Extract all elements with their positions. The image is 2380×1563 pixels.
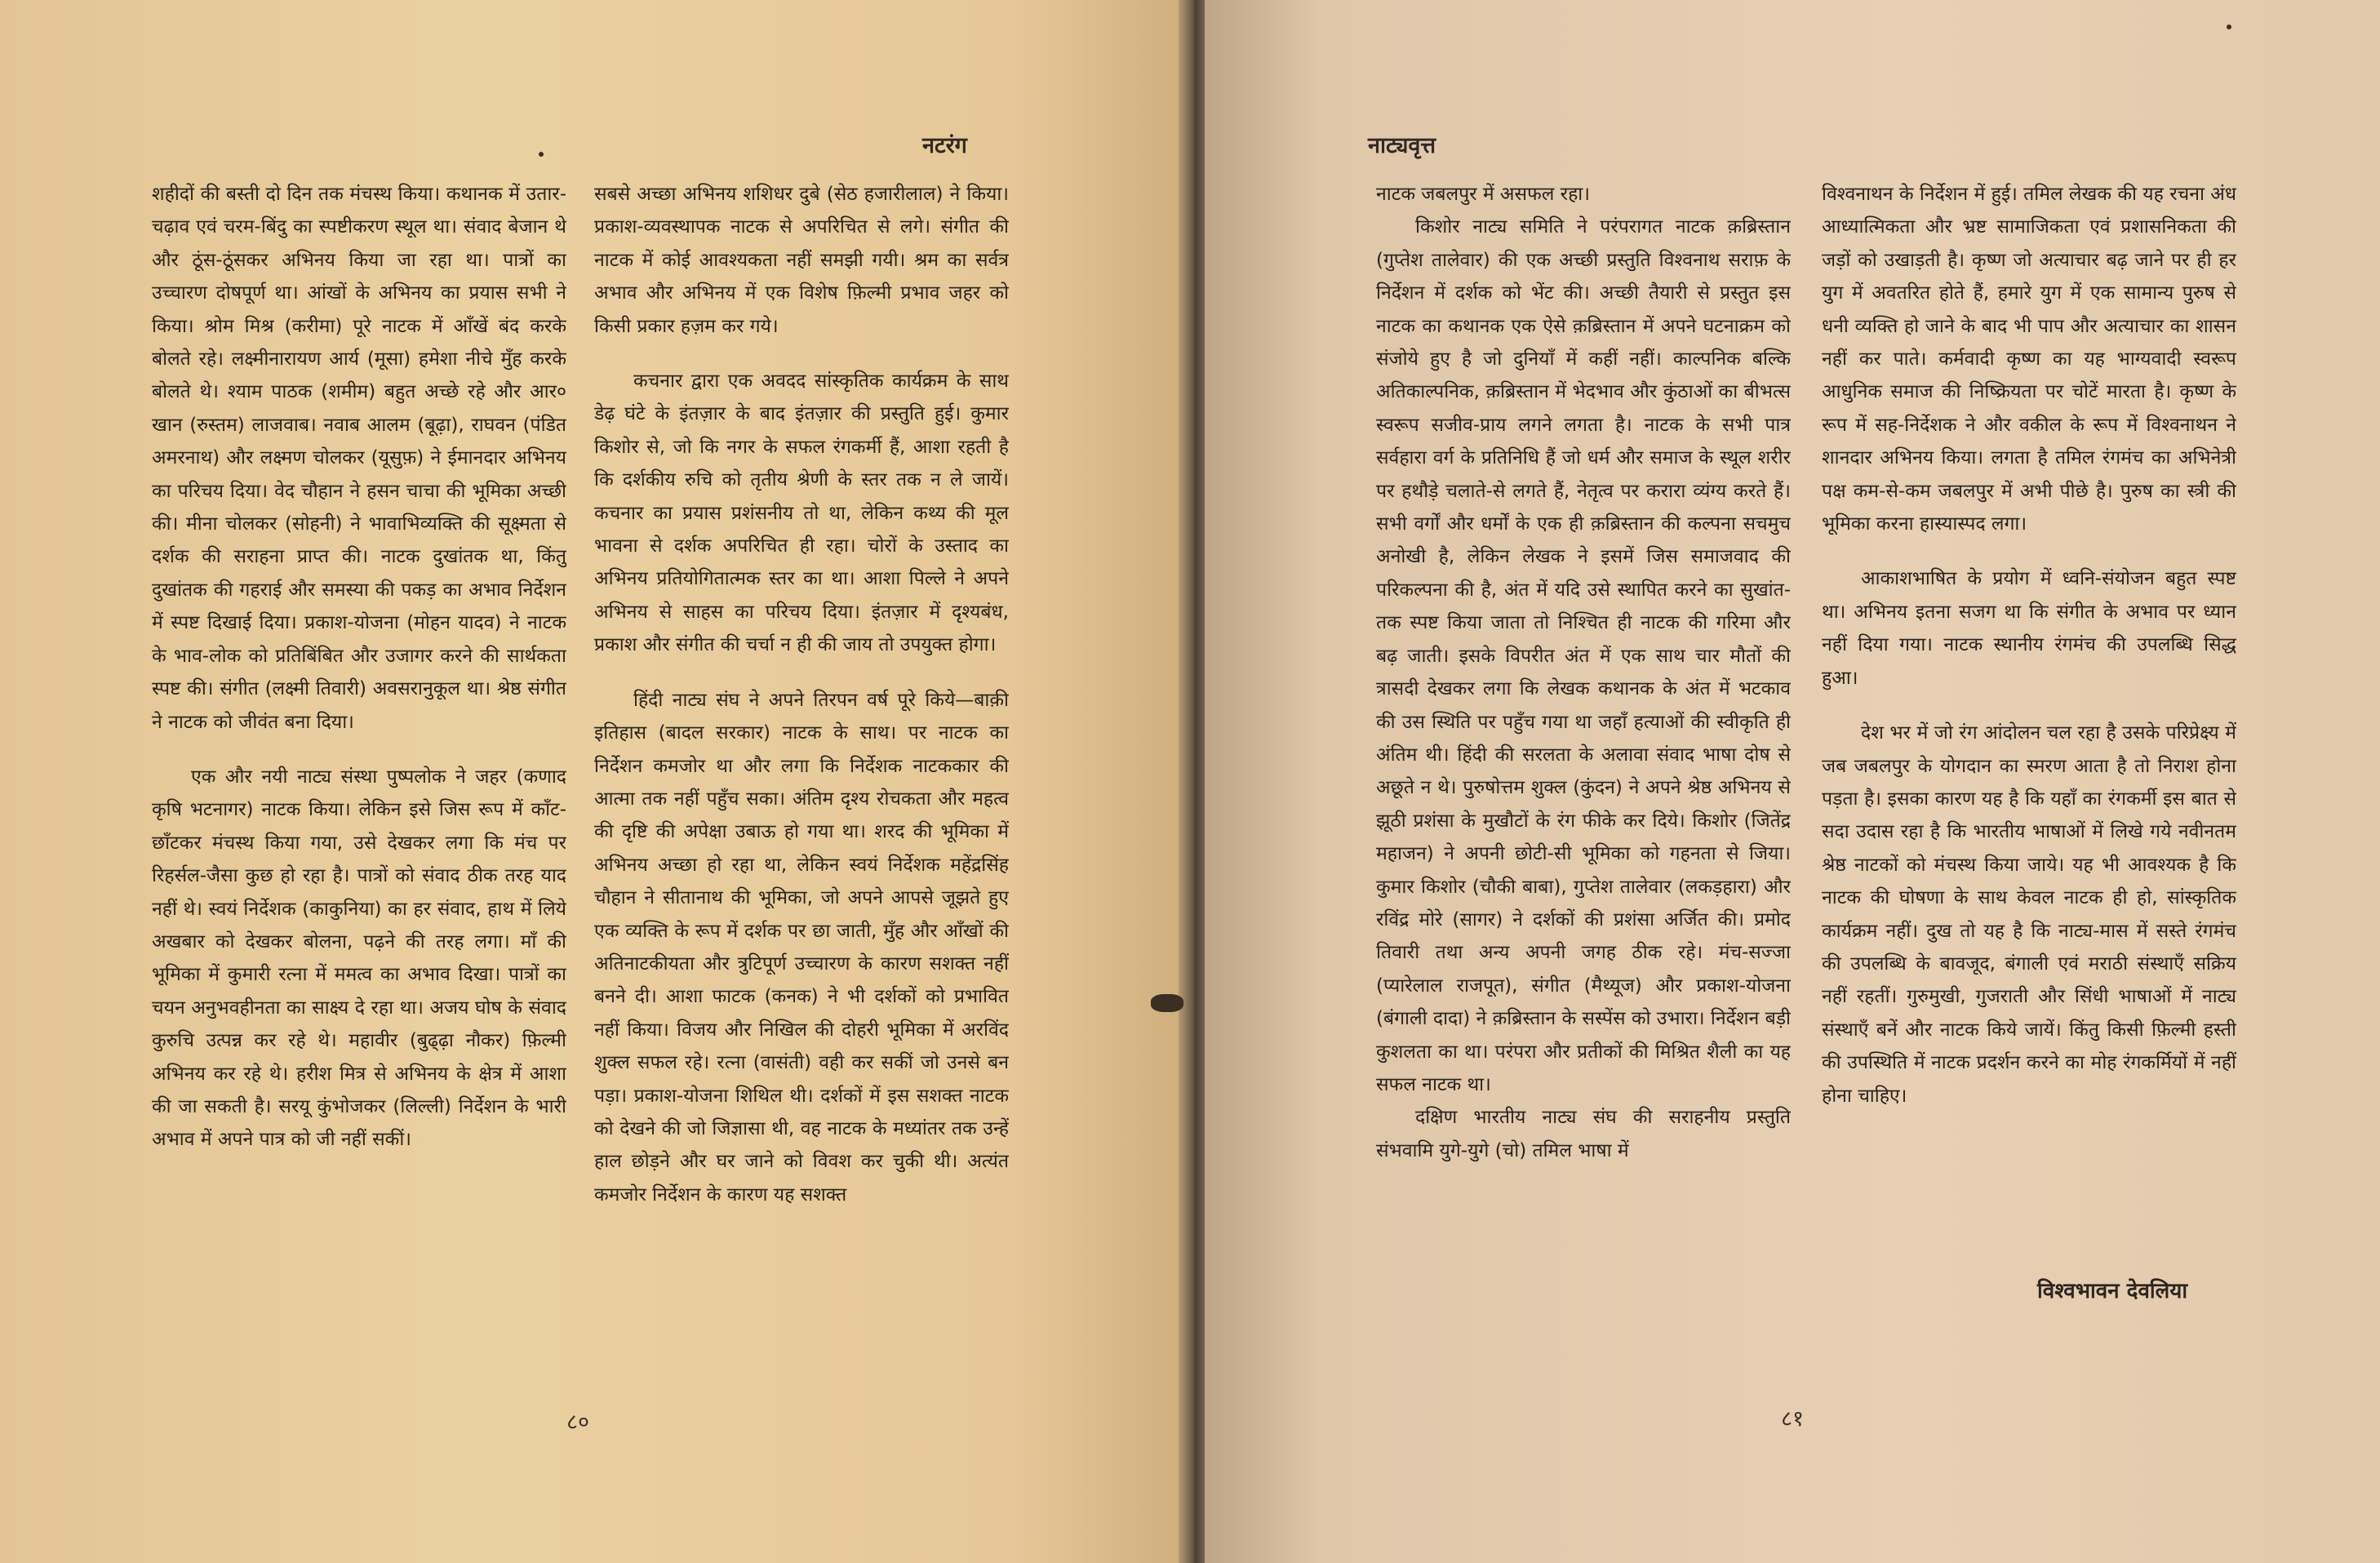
paragraph: शहीदों की बस्ती दो दिन तक मंचस्थ किया। कथानक में उतार-चढ़ाव एवं चरम-बिंदु का स्पष्टीकरण स्थूल था। संवाद बेजान थे और ठूंस-ठूंसकर अभिनय किया जा रहा था। पात्रों का उच्चारण दोषपूर्ण था। आंखों के अभिनय का प्रयास सभी ने किया। श्रोम मिश्र (करीमा) पूरे नाटक में आँखें बंद करके बोलते रहे। लक्ष्मीनारायण आर्य (मूसा) हमेशा नीचे मुँह करके बोलते थे। श्याम पाठक (शमीम) बहुत अच्छे रहे और आर० खान (रुस्तम) लाजवाब। नवाब आलम (बूढ़ा), राघवन (पंडित अमरनाथ) और लक्ष्मण चोलकर (यूसुफ़) ने ईमानदार अभिनय का परिचय दिया। वेद चौहान ने हसन चाचा की भूमिका अच्छी की। मीना चोलकर (सोहनी) ने भावाभिव्यक्ति की सूक्ष्मता से दर्शक की सराहना प्राप्त की। नाटक दुखांतक था, किंतु दुखांतक की गहराई और समस्या की पकड़ का अभाव निर्देशन में स्पष्ट दिखाई दिया। प्रकाश-योजना (मोहन यादव) ने नाटक के भाव-लोक को प्रतिबिंबित और उजागर करने की सार्थकता स्पष्ट की। संगीत (लक्ष्मी तिवारी) अवसरानुकूल था। श्रेष्ठ संगीत ने नाटक को जीवंत बना दिया। <box>152 184 566 733</box>
ink-speck <box>2227 24 2231 29</box>
paragraph: सबसे अच्छा अभिनय शशिधर दुबे (सेठ हजारीलाल) ने किया। प्रकाश-व्यवस्थापक नाटक से अपरिचित से लगे। संगीत की नाटक में कोई आवश्यकता नहीं समझी गयी। श्रम का सर्वत्र अभाव और अभिनय में एक विशेष फ़िल्मी प्रभाव जहर को किसी प्रकार हज़म कर गये। <box>594 184 1009 337</box>
left-page-column-1 <box>152 178 566 1378</box>
paragraph: नाटक जबलपुर में असफल रहा। <box>1376 184 1590 205</box>
left-page <box>0 0 1188 1563</box>
right-page-column-1 <box>1376 178 1791 1288</box>
right-page <box>1205 0 2380 1563</box>
right-page-column-2 <box>1822 178 2236 1247</box>
running-head-right: नाट्यवृत्त <box>1368 133 1436 158</box>
author-signature: विश्वभावन देवलिया <box>2037 1279 2188 1303</box>
paragraph: देश भर में जो रंग आंदोलन चल रहा है उसके परिप्रेक्ष्य में जब जबलपुर के योगदान का स्मरण आता है तो निराश होना पड़ता है। इसका कारण यह है कि यहाँ का रंगकर्मी इस बात से सदा उदास रहा है कि भारतीय भाषाओं में लिखे गये नवीनतम श्रेष्ठ नाटकों को मंचस्थ किया जाये। यह भी आवश्यक है कि नाटक की घोषणा के साथ केवल नाटक ही हो, सांस्कृतिक कार्यक्रम नहीं। दुख तो यह है कि नाट्य-मास में सस्ते रंगमंच की उपलब्धि के बावजूद, बंगाली एवं मराठी संस्थाएँ सक्रिय नहीं रहतीं। गुरुमुखी, गुजराती और सिंधी भाषाओं में नाट्य संस्थाएँ बनें और नाटक किये जायें। किंतु किसी फ़िल्मी हस्ती की उपस्थिति में नाटक प्रदर्शन करने का मोह रंगकर्मियों में नहीं होना चाहिए। <box>1822 722 2236 1107</box>
running-head-left: नटरंग <box>922 133 967 158</box>
page-number-left: ८० <box>566 1410 590 1435</box>
paragraph: विश्वनाथन के निर्देशन में हुई। तमिल लेखक की यह रचना अंध आध्यात्मिकता और भ्रष्ट सामाजिकता एवं प्रशासनिकता की जड़ों को उखाड़ती है। कृष्ण जो अत्याचार बढ़ जाने पर ही हर युग में अवतरित होते हैं, हमारे युग में एक सामान्य पुरुष से धनी व्यक्ति हो जाने के बाद भी पाप और अत्याचार का शासन नहीं कर पाते। कर्मवादी कृष्ण का यह भाग्यवादी स्वरूप आधुनिक समाज की निष्क्रियता पर चोटें मारता है। कृष्ण के रूप में सह-निर्देशक ने और वकील के रूप में विश्वनाथन ने शानदार अभिनय किया। लगता है तमिल रंगमंच का अभिनेत्री पक्ष कम-से-कम जबलपुर में अभी पीछे है। पुरुष का स्त्री की भूमिका करना हास्यास्पद लगा। <box>1822 184 2236 535</box>
page-damage-mark <box>1151 994 1183 1012</box>
paragraph: कचनार द्वारा एक अवदद सांस्कृतिक कार्यक्रम के साथ डेढ़ घंटे के इंतज़ार के बाद इंतज़ार की प्रस्तुति हुई। कुमार किशोर से, जो कि नगर के सफल रंगकर्मी हैं, आशा रहती है कि दर्शकीय रुचि को तृतीय श्रेणी के स्तर तक न ले जायें। कचनार का प्रयास प्रशंसनीय तो था, लेकिन कथ्य की मूल भावना से दर्शक अपरिचित ही रहा। चोरों के उस्ताद का अभिनय प्रतियोगितात्मक स्तर का था। आशा पिल्ले ने अपने अभिनय से साहस का परिचय दिया। इंतज़ार में दृश्यबंध, प्रकाश और संगीत की चर्चा न ही की जाय तो उपयुक्त होगा। <box>594 371 1009 656</box>
paragraph: हिंदी नाट्य संघ ने अपने तिरपन वर्ष पूरे किये—बाक़ी इतिहास (बादल सरकार) नाटक के साथ। पर नाटक का निर्देशन कमजोर था और लगा कि निर्देशक नाटककार की आत्मा तक नहीं पहुँच सका। अंतिम दृश्य रोचकता और महत्व की दृष्टि की अपेक्षा उबाऊ हो गया था। शरद की भूमिका में अभिनय अच्छा हो रहा था, लेकिन स्वयं निर्देशक महेंद्रसिंह चौहान ने सीतानाथ की भूमिका, जो अपने आपसे जूझते हुए एक व्यक्ति के रूप में दर्शक पर छा जाती, मुँह और आँखों की अतिनाटकीयता और त्रुटिपूर्ण उच्चारण के कारण सशक्त नहीं बनने दी। आशा फाटक (कनक) ने भी दर्शकों को प्रभावित नहीं किया। विजय और निखिल की दोहरी भूमिका में अरविंद शुक्ल सफल रहे। रत्ना (वासंती) वही कर सकीं जो उनसे बन पड़ा। प्रकाश-योजना शिथिल थी। दर्शकों में इस सशक्त नाटक को देखने की जो जिज्ञासा थी, वह नाटक के मध्यांतर तक उन्हें हाल छोड़ने और घर जाने को विवश कर चुकी थी। अत्यंत कमजोर निर्देशन के कारण यह सशक्त <box>594 689 1009 1206</box>
paragraph: एक और नयी नाट्य संस्था पुष्पलोक ने जहर (कणाद कृषि भटनागर) नाटक किया। लेकिन इसे जिस रूप में काँट-छाँटकर मंचस्थ किया गया, उसे देखकर लगा कि मंच पर रिहर्सल-जैसा कुछ हो रहा है। पात्रों को संवाद ठीक तरह याद नहीं थे। स्वयं निर्देशक (काकुनिया) का हर संवाद, हाथ में लिये अखबार को देखकर बोलना, पढ़ने की तरह लगा। माँ की भूमिका में कुमारी रत्ना में ममत्व का अभाव दिखा। पात्रों का चयन अनुभवहीनता का साक्ष्य दे रहा था। अजय घोष के संवाद कुरुचि उत्पन्न कर रहे थे। महावीर (बुढ्ढ़ा नौकर) फ़िल्मी अभिनय कर रहे थे। हरीश मित्र से अभिनय के क्षेत्र में आशा की जा सकती है। सरयू कुंभोजकर (लिल्ली) निर्देशन के भारी अभाव में अपने पात्र को जी नहीं सकीं। <box>152 766 566 1151</box>
ink-speck <box>539 152 544 157</box>
paragraph: किशोर नाट्य समिति ने परंपरागत नाटक क़ब्रिस्तान (गुप्तेश तालेवार) की एक अच्छी प्रस्तुति विश्वनाथ सराफ़ के निर्देशन में दर्शक को भेंट की। अच्छी तैयारी से प्रस्तुत इस नाटक का कथानक एक ऐसे क़ब्रिस्तान में अपने घटनाक्रम को संजोये हुए है जो दुनियाँ में कहीं नहीं। काल्पनिक बल्कि अतिकाल्पनिक, क़ब्रिस्तान में भेदभाव और कुंठाओं का बीभत्स स्वरूप सजीव-प्राय लगने लगता है। नाटक के सभी पात्र सर्वहारा वर्ग के प्रतिनिधि हैं जो धर्म और समाज के स्थूल शरीर पर हथौड़े चलाते-से लगते हैं, नेतृत्व पर करारा व्यंग्य करते हैं। सभी वर्गों और धर्मों के एक ही क़ब्रिस्तान की कल्पना सचमुच अनोखी है, लेकिन लेखक ने इसमें जिस समाजवाद की परिकल्पना की है, अंत में यदि उसे स्थापित करने का सुखांत-तक स्पष्ट किया जाता तो निश्चित ही नाटक की गरिमा और बढ़ जाती। इसके विपरीत अंत में एक साथ चार मौतों की त्रासदी देखकर लगा कि लेखक कथानक के अंत में भटकाव की उस स्थिति पर पहुँच गया था जहाँ हत्याओं की स्वीकृति ही अंतिम थी। हिंदी की सरलता के अलावा संवाद भाषा दोष से अछूते न थे। पुरुषोत्तम शुक्ल (कुंदन) ने अपने श्रेष्ठ अभिनय से झूठी प्रशंसा के मुखौटों के रंग फीके कर दिये। किशोर (जितेंद्र महाजन) ने अपनी छोटी-सी भूमिका को गहनता से जिया। कुमार किशोर (चौकी बाबा), गुप्तेश तालेवार (लकड़हारा) और रविंद्र मोरे (सागर) ने दर्शकों की प्रशंसा अर्जित की। प्रमोद तिवारी तथा अन्य अपनी जगह ठीक रहे। मंच-सज्जा (प्यारेलाल राजपूत), संगीत (मैथ्यूज) और प्रकाश-योजना (बंगाली दादा) ने क़ब्रिस्तान के सस्पेंस को उभारा। निर्देशन बड़ी कुशलता का था। परंपरा और प्रतीकों की मिश्रित शैली का यह सफल नाटक था। <box>1376 216 1791 1095</box>
page-number-right: ८१ <box>1781 1406 1805 1432</box>
paragraph: दक्षिण भारतीय नाट्य संघ की सराहनीय प्रस्तुति संभवामि युगे-युगे (चो) तमिल भाषा में <box>1376 1107 1791 1161</box>
left-page-column-2 <box>594 178 1009 1378</box>
paragraph: आकाशभाषित के प्रयोग में ध्वनि-संयोजन बहुत स्पष्ट था। अभिनय इतना सजग था कि संगीत के अभाव पर ध्यान नहीं दिया गया। नाटक स्थानीय रंगमंच की उपलब्धि सिद्ध हुआ। <box>1822 568 2236 689</box>
